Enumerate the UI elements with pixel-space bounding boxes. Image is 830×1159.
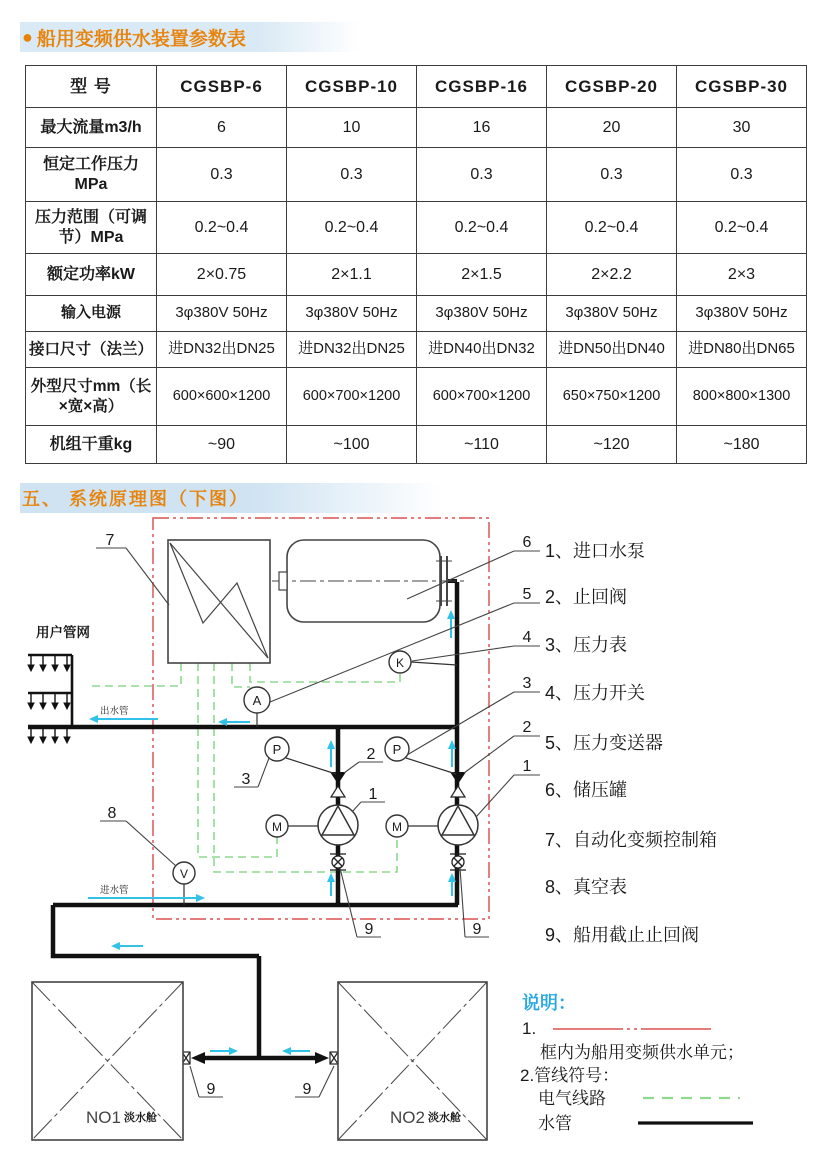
callout-1r: 1 [522, 758, 532, 775]
cell: ~180 [677, 426, 807, 464]
col-header: 型 号 [26, 66, 157, 108]
cell: 0.2~0.4 [417, 202, 547, 254]
cell: 3φ380V 50Hz [417, 296, 547, 332]
stop-check-valve-left [330, 854, 346, 870]
cell: ~110 [417, 426, 547, 464]
col-header: CGSBP-16 [417, 66, 547, 108]
cell: 0.3 [547, 148, 677, 202]
cell: 0.2~0.4 [157, 202, 287, 254]
tank1-name: 淡水舱 [124, 1112, 157, 1124]
cell: 进DN50出DN40 [547, 332, 677, 368]
cell: 2×1.1 [287, 254, 417, 296]
tank1-number: NO1 [86, 1108, 121, 1127]
user-network-label: 用户管网 [36, 625, 90, 640]
callout-6r: 6 [522, 534, 532, 551]
col-header: CGSBP-10 [287, 66, 417, 108]
tank2-name: 淡水舱 [428, 1112, 461, 1124]
water-line-label: 水管 [538, 1114, 572, 1133]
user-network [28, 655, 72, 743]
row-label: 输入电源 [26, 296, 157, 332]
cell: 2×1.5 [417, 254, 547, 296]
cell: 进DN32出DN25 [287, 332, 417, 368]
outlet-pipe-label: 出水管 [100, 706, 129, 717]
table-header-row [26, 66, 807, 108]
cell: 650×750×1200 [547, 368, 677, 426]
cell: 0.2~0.4 [547, 202, 677, 254]
cell: 0.2~0.4 [287, 202, 417, 254]
table-row [26, 108, 807, 148]
callout-9: 9 [302, 1081, 312, 1098]
callout-9: 9 [206, 1081, 216, 1098]
cell: 16 [417, 108, 547, 148]
table-title-bar [20, 22, 360, 52]
section-title: 五、 系统原理图（下图） [22, 489, 249, 509]
legend-item: 8、真空表 [545, 877, 628, 897]
legend-list [545, 541, 717, 945]
cell: ~120 [547, 426, 677, 464]
cell: 800×800×1300 [677, 368, 807, 426]
electric-wiring [88, 663, 400, 872]
callout-7: 7 [105, 532, 115, 549]
legend-item: 6、储压罐 [545, 780, 628, 800]
cell: 2×3 [677, 254, 807, 296]
row-label: 最大流量m3/h [26, 108, 157, 148]
callout-2r: 2 [522, 719, 532, 736]
cell: 0.3 [157, 148, 287, 202]
table-row [26, 148, 807, 202]
legend-item: 9、船用截止止回阀 [545, 925, 700, 945]
gauge-letter-M: M [392, 820, 402, 834]
cell: 2×2.2 [547, 254, 677, 296]
table-title: 船用变频供水装置参数表 [36, 28, 246, 50]
callout-9: 9 [472, 921, 482, 938]
cell: 0.3 [287, 148, 417, 202]
cell: 600×700×1200 [287, 368, 417, 426]
cell: 进DN80出DN65 [677, 332, 807, 368]
cell: ~100 [287, 426, 417, 464]
callout-2: 2 [366, 746, 376, 763]
cell: 600×700×1200 [417, 368, 547, 426]
callout-3: 3 [241, 771, 251, 788]
callout-1: 1 [368, 786, 378, 803]
note-1-text: 框内为船用变频供水单元； [540, 1043, 744, 1062]
notes-block [520, 992, 753, 1133]
gauge-circles [173, 651, 457, 905]
table-row [26, 426, 807, 464]
callout-3r: 3 [522, 675, 532, 692]
gauge-letter-V: V [179, 867, 189, 881]
callout-9: 9 [364, 921, 374, 938]
table-row [26, 332, 807, 368]
legend-item: 5、压力变送器 [545, 733, 664, 753]
bullet-icon: ● [22, 26, 33, 47]
cell: 3φ380V 50Hz [677, 296, 807, 332]
cell: 600×600×1200 [157, 368, 287, 426]
note-2-text: 2.管线符号： [520, 1066, 620, 1085]
cell: 20 [547, 108, 677, 148]
legend-item: 1、进口水泵 [545, 541, 646, 561]
callout-8: 8 [107, 805, 117, 822]
col-header: CGSBP-6 [157, 66, 287, 108]
table-row [26, 296, 807, 332]
cell: 30 [677, 108, 807, 148]
row-label: 恒定工作压力 MPa [26, 148, 157, 202]
callout-4r: 4 [522, 629, 532, 646]
table-row [26, 368, 807, 426]
gauge-letter-P: P [272, 742, 282, 757]
row-label: 机组干重kg [26, 426, 157, 464]
inlet-pipe-label: 进水管 [100, 885, 129, 896]
table-row [26, 202, 807, 254]
stop-check-valve-right [450, 854, 466, 870]
legend-item: 4、压力开关 [545, 683, 646, 703]
row-label: 接口尺寸（法兰） [26, 332, 157, 368]
cell: ~90 [157, 426, 287, 464]
system-schematic [0, 515, 830, 1159]
cell: 10 [287, 108, 417, 148]
cell: 0.2~0.4 [677, 202, 807, 254]
cell: 6 [157, 108, 287, 148]
row-label: 压力范围（可调节）MPa [26, 202, 157, 254]
electric-line-label: 电气线路 [538, 1089, 606, 1108]
pump-right [438, 805, 478, 845]
table-row [26, 254, 807, 296]
section-title-bar [20, 483, 442, 513]
tank2-number: NO2 [390, 1108, 425, 1127]
gauge-letter-P: P [392, 742, 402, 757]
cell: 3φ380V 50Hz [157, 296, 287, 332]
notes-heading: 说明： [522, 993, 576, 1013]
cell: 进DN32出DN25 [157, 332, 287, 368]
cell: 进DN40出DN32 [417, 332, 547, 368]
gauge-letter-A: A [252, 693, 262, 708]
legend-item: 2、止回阀 [545, 587, 628, 607]
row-label: 额定功率kW [26, 254, 157, 296]
cell: 0.3 [417, 148, 547, 202]
cell: 0.3 [677, 148, 807, 202]
note-1-number: 1. [522, 1019, 537, 1038]
spec-table [25, 65, 807, 464]
cell: 2×0.75 [157, 254, 287, 296]
callout-5r: 5 [522, 586, 532, 603]
legend-item: 7、自动化变频控制箱 [545, 830, 718, 850]
cell: 3φ380V 50Hz [287, 296, 417, 332]
col-header: CGSBP-30 [677, 66, 807, 108]
legend-item: 3、压力表 [545, 635, 628, 655]
cell: 3φ380V 50Hz [547, 296, 677, 332]
col-header: CGSBP-20 [547, 66, 677, 108]
vfd-control-box [168, 540, 270, 663]
gauge-letter-K: K [395, 656, 405, 670]
row-label: 外型尺寸mm（长×宽×高） [26, 368, 157, 426]
gauge-letter-M: M [272, 820, 282, 834]
pump-left [318, 805, 358, 845]
pressure-tank [272, 540, 468, 622]
